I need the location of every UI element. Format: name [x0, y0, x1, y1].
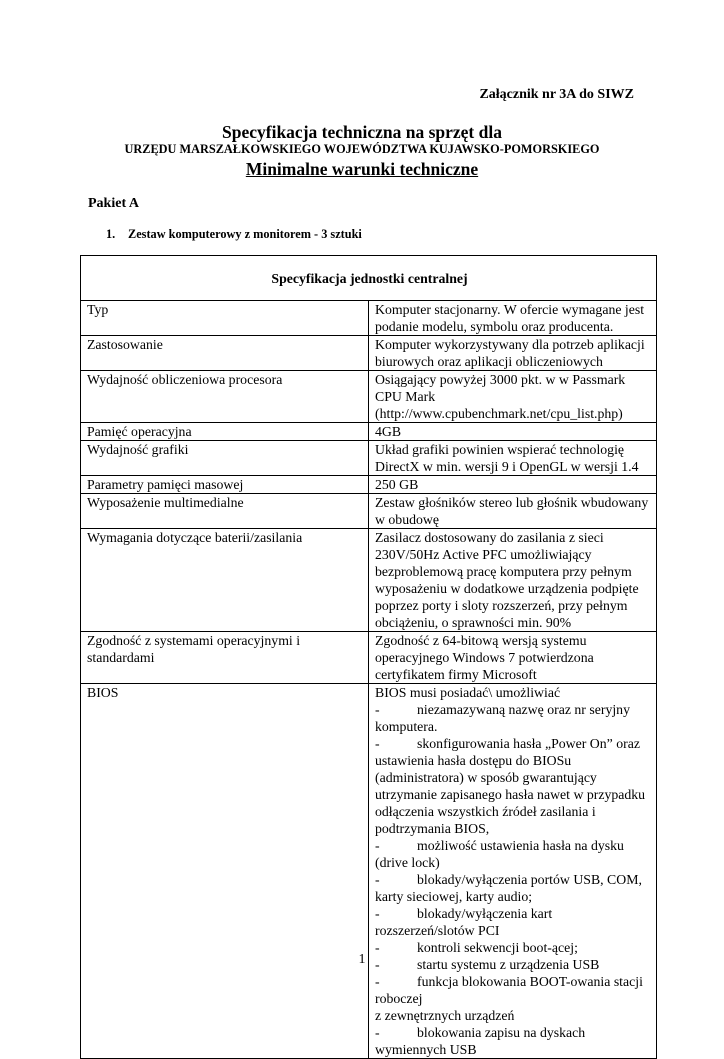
row-value: 250 GB: [369, 476, 657, 494]
table-row: [81, 301, 657, 336]
document-title: Specyfikacja techniczna na sprzęt dla: [222, 122, 502, 142]
row-key: Wyposażenie multimedialne: [81, 494, 369, 529]
item-number: 1.: [106, 227, 116, 241]
bios-value: [369, 684, 657, 1059]
table-row: [81, 423, 657, 441]
row-key: Pamięć operacyjna: [81, 423, 369, 441]
bios-list-item: - kontroli sekwencji boot-ącej;: [375, 940, 578, 955]
table-row: [81, 494, 657, 529]
row-key: Wydajność grafiki: [81, 441, 369, 476]
row-key: Typ: [81, 301, 369, 336]
row-key: BIOS: [81, 684, 369, 1059]
row-value: Układ grafiki powinien wspierać technologię DirectX w min. wersji 9 i OpenGL w wersji 1.4: [369, 441, 657, 476]
table-row-bios: [81, 684, 657, 1059]
bios-list-item: - startu systemu z urządzenia USB: [375, 957, 600, 972]
row-value: Komputer wykorzystywany dla potrzeb aplikacji biurowych oraz aplikacji obliczeniowych: [369, 336, 657, 371]
table-heading: Specyfikacja jednostki centralnej: [81, 256, 657, 301]
row-value: Komputer stacjonarny. W ofercie wymagane jest podanie modelu, symbolu oraz producenta.: [369, 301, 657, 336]
row-value: Zgodność z 64-bitową wersją systemu operacyjnego Windows 7 potwierdzona certyfikatem firmy Microsoft: [369, 632, 657, 684]
bios-list-item: - funkcja blokowania BOOT-owania stacji roboczej: [375, 974, 643, 1006]
table-row: [81, 529, 657, 632]
bios-list-item: - niezamazywaną nazwę oraz nr seryjny komputera.: [375, 702, 630, 734]
bios-list-item: - blokady/wyłączenia portów USB, COM, karty sieciowej, karty audio;: [375, 872, 642, 904]
row-key: Wymagania dotyczące baterii/zasilania: [81, 529, 369, 632]
item-label: Zestaw komputerowy z monitorem - 3 sztuki: [128, 227, 362, 241]
row-key: Wydajność obliczeniowa procesora: [81, 371, 369, 423]
row-key: Zastosowanie: [81, 336, 369, 371]
bios-list-item: - możliwość ustawienia hasła na dysku (drive lock): [375, 838, 624, 870]
table-row: [81, 632, 657, 684]
attachment-label: Załącznik nr 3A do SIWZ: [479, 87, 634, 102]
page-number: 1: [358, 952, 366, 967]
table-row: [81, 371, 657, 423]
row-key: Zgodność z systemami operacyjnymi i standardami: [81, 632, 369, 684]
package-label: Pakiet A: [88, 196, 139, 211]
bios-continuation: z zewnętrznych urządzeń: [375, 1008, 515, 1023]
row-value: 4GB: [369, 423, 657, 441]
bios-list-item: - blokowania zapisu na dyskach wymiennych USB: [375, 1025, 586, 1057]
item-heading: [106, 227, 362, 242]
table-heading-row: [81, 256, 657, 301]
table-row: [81, 336, 657, 371]
row-value: Zestaw głośników stereo lub głośnik wbudowany w obudowę: [369, 494, 657, 529]
row-value: Zasilacz dostosowany do zasilania z sieci 230V/50Hz Active PFC umożliwiający bezproblemową pracę komputera przy pełnym wyposażeniu w dodatkowe urządzenia podpięte poprzez porty i sloty rozszerzeń, przy pełnym obciążeniu, o sprawności min. 90%: [369, 529, 657, 632]
row-value: Osiągający powyżej 3000 pkt. w w Passmark CPU Mark (http://www.cpubenchmark.net/cpu_list.php): [369, 371, 657, 423]
bios-list-item: - blokady/wyłączenia kart rozszerzeń/slotów PCI: [375, 906, 553, 938]
section-title: Minimalne warunki techniczne: [245, 159, 479, 179]
bios-intro: BIOS musi posiadać\ umożliwiać: [375, 685, 561, 700]
bios-list-item: - skonfigurowania hasła „Power On” oraz ustawienia hasła dostępu do BIOSu (administratora) w sposób gwarantujący utrzymanie zapisanego hasła nawet w przypadku odłączenia wszystkich źródeł zasilania i podtrzymania BIOS,: [375, 736, 646, 836]
row-key: Parametry pamięci masowej: [81, 476, 369, 494]
spec-table: [80, 255, 657, 1059]
document-subtitle: URZĘDU MARSZAŁKOWSKIEGO WOJEWÓDZTWA KUJAWSKO-POMORSKIEGO: [124, 142, 600, 156]
table-row: [81, 441, 657, 476]
table-row: [81, 476, 657, 494]
